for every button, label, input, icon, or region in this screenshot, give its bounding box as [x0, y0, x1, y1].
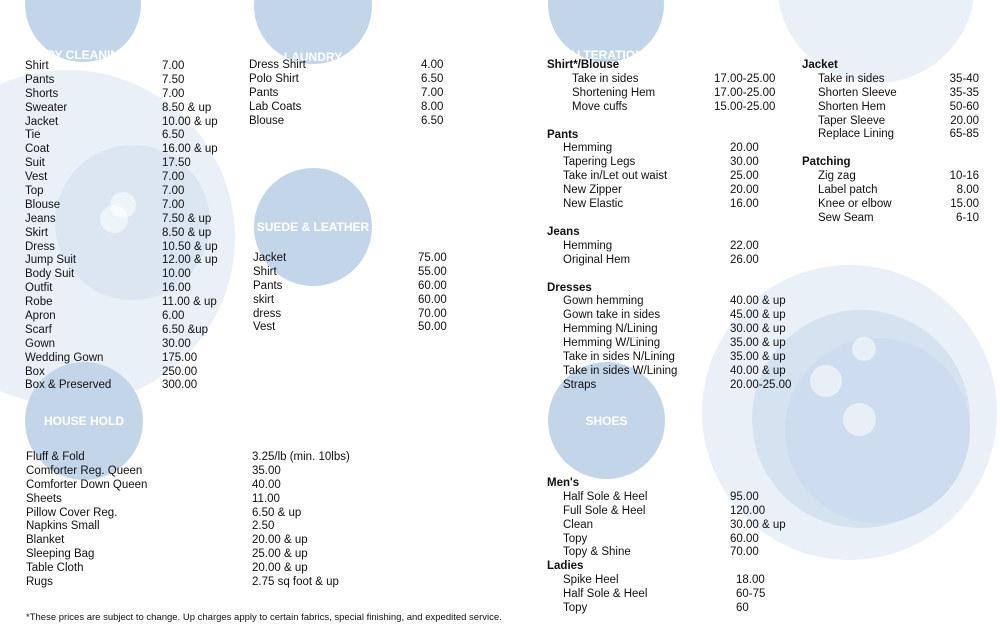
price-row: [25, 241, 225, 255]
item-name: Topy: [563, 602, 588, 615]
price-row: [253, 266, 453, 280]
item-name: Take in sides W/Lining: [563, 364, 678, 377]
price-row: [547, 588, 787, 602]
group-heading-label: Ladies: [547, 560, 584, 573]
item-name: Hemming: [563, 142, 613, 155]
item-price: 7.50 & up: [162, 212, 212, 225]
alteration-jacket-patching-list: [802, 59, 987, 226]
item-name: Knee or elbow: [818, 198, 892, 211]
item-name: Shorts: [25, 87, 59, 100]
price-row: [802, 212, 987, 226]
price-row: [547, 533, 787, 547]
item-name: Robe: [25, 296, 53, 309]
item-name: Spike Heel: [563, 574, 619, 587]
item-price: 60.00: [730, 532, 759, 545]
item-price: 7.00: [162, 171, 185, 184]
item-name: dress: [253, 307, 282, 320]
item-price: 6.50: [162, 129, 185, 142]
item-name: Tie: [25, 129, 41, 142]
price-footnote: *These prices are subject to change. Up charges apply to certain fabrics, special finishing, and expedited service.: [26, 612, 502, 623]
item-name: Vest: [253, 321, 276, 334]
item-price: 8.50 & up: [162, 226, 212, 239]
item-price: 2.50: [252, 520, 275, 533]
item-name: Take in sides: [818, 72, 885, 85]
item-price: 6.50: [421, 72, 444, 85]
item-price: 18.00: [736, 574, 765, 587]
item-name: Pants: [253, 279, 283, 292]
price-row: [802, 198, 987, 212]
item-name: Jump Suit: [25, 254, 77, 267]
item-name: Hemming N/Lining: [563, 323, 658, 336]
item-name: Fluff & Fold: [26, 451, 85, 463]
price-row: [25, 143, 225, 157]
item-name: Coat: [25, 143, 50, 156]
item-price: 40.00: [252, 478, 281, 491]
price-row: [547, 142, 787, 156]
price-row: [547, 505, 787, 519]
price-row: [25, 352, 225, 366]
price-row: [547, 378, 792, 393]
item-price: 15.00: [950, 198, 979, 211]
price-row: [802, 184, 987, 198]
item-name: Half Sole & Heel: [563, 588, 648, 601]
price-row: [253, 321, 453, 335]
item-price: 30.00 & up: [730, 518, 786, 531]
item-price: 75.00: [418, 252, 447, 264]
price-row: [249, 73, 449, 87]
price-row: [802, 128, 987, 142]
price-row: [26, 479, 366, 493]
item-name: Comforter Down Queen: [26, 478, 148, 491]
item-name: Box: [25, 365, 45, 378]
alteration-list: [547, 59, 792, 393]
item-price: 11.00: [252, 492, 280, 505]
item-name: Sheets: [26, 492, 62, 505]
item-price: 35.00: [252, 464, 281, 477]
price-row: [802, 170, 987, 184]
item-name: Top: [25, 185, 44, 198]
item-price: 22.00: [730, 239, 759, 252]
item-price: 10.50 & up: [162, 240, 218, 253]
price-row: [25, 157, 225, 171]
item-name: Zig zag: [818, 170, 856, 183]
item-name: Take in sides: [572, 72, 639, 85]
item-name: Outfit: [25, 282, 53, 295]
item-price: 17.00-25.00: [714, 86, 776, 99]
price-row: [25, 310, 225, 324]
item-price: 25.00: [730, 170, 759, 183]
price-row: [25, 379, 225, 393]
item-price: 12.00 & up: [162, 254, 218, 267]
item-name: Hemming: [563, 239, 613, 252]
item-price: 30.00 & up: [730, 323, 786, 336]
item-name: Sweater: [25, 101, 68, 114]
item-price: 35-35: [949, 86, 979, 99]
household-heading: HOUSE HOLD: [25, 362, 143, 480]
dry-cleaning-heading: DRY CLEANING: [25, 0, 141, 62]
item-name: Suit: [25, 157, 45, 170]
item-price: 50-60: [949, 100, 979, 113]
item-price: 25.00 & up: [252, 548, 308, 561]
item-name: Polo Shirt: [249, 72, 299, 85]
price-row: [547, 240, 787, 254]
price-row: [547, 323, 787, 337]
item-price: 40.00 & up: [730, 364, 786, 377]
item-name: Lab Coats: [249, 100, 302, 113]
suede-leather-heading: SUEDE & LEATHER: [254, 168, 372, 286]
item-price: 20.00 & up: [252, 562, 308, 575]
item-price: 7.00: [421, 86, 444, 99]
group-heading-label: Pants: [547, 128, 579, 141]
price-row: [547, 254, 787, 268]
item-price: 17.50: [162, 157, 191, 170]
item-price: 35.00 & up: [730, 351, 786, 364]
item-price: 20.00-25.00: [730, 378, 792, 391]
item-price: 300.00: [162, 379, 198, 392]
item-name: Sleeping Bag: [26, 548, 95, 561]
price-row: [802, 101, 987, 115]
item-name: Apron: [25, 310, 56, 323]
item-name: Gown hemming: [563, 295, 644, 308]
price-row: [547, 101, 787, 115]
item-name: Topy: [563, 532, 588, 545]
item-price: 16.00 & up: [162, 143, 218, 156]
item-price: 50.00: [418, 321, 447, 334]
item-name: Jeans: [25, 212, 56, 225]
price-row: [547, 170, 787, 184]
item-price: 60.00: [418, 279, 447, 292]
price-row: [249, 87, 449, 101]
item-name: Sew Seam: [818, 211, 874, 224]
price-row: [26, 465, 366, 479]
price-row: [25, 282, 225, 296]
item-price: 20.00: [730, 142, 759, 155]
item-price: 8.50 & up: [162, 101, 212, 114]
item-name: Pants: [25, 73, 55, 86]
item-name: Rugs: [26, 576, 53, 589]
price-row: [547, 365, 787, 379]
item-price: 7.00: [162, 185, 185, 198]
item-price: 15.00-25.00: [714, 100, 776, 113]
item-name: Vest: [25, 171, 48, 184]
item-price: 70.00: [730, 546, 759, 559]
alteration-heading: ALTERATION: [548, 0, 664, 62]
item-price: 40.00 & up: [730, 295, 786, 308]
price-row: [547, 295, 787, 309]
item-name: Shirt: [25, 60, 49, 72]
item-price: 26.00: [730, 253, 759, 266]
price-row: [253, 308, 453, 322]
item-price: 60.00: [418, 293, 447, 306]
item-name: Take in sides N/Lining: [563, 351, 675, 364]
item-name: Dress Shirt: [249, 59, 306, 71]
group-heading: [802, 156, 987, 170]
item-price: 7.50: [162, 73, 185, 86]
group-heading: [547, 59, 787, 73]
price-row: [26, 520, 366, 534]
price-row: [547, 491, 787, 505]
item-price: 30.00: [162, 337, 191, 350]
group-heading: [547, 282, 787, 296]
item-name: Blouse: [25, 198, 61, 211]
item-price: 60: [736, 602, 749, 615]
price-row: [253, 294, 453, 308]
item-price: 7.00: [162, 87, 185, 100]
group-heading-label: Dresses: [547, 281, 592, 294]
item-name: Label patch: [818, 184, 878, 197]
item-name: Hemming W/Lining: [563, 337, 661, 350]
item-price: 45.00 & up: [730, 309, 786, 322]
item-name: Shortening Hem: [572, 86, 656, 99]
price-row: [25, 171, 225, 185]
item-name: Table Cloth: [26, 562, 84, 575]
item-name: skirt: [253, 293, 275, 306]
item-price: 20.00 & up: [252, 534, 308, 547]
group-heading: [547, 226, 787, 240]
item-name: Dress: [25, 240, 56, 253]
price-row: [547, 574, 787, 588]
item-name: Move cuffs: [572, 100, 628, 113]
item-price: 3.25/lb (min. 10lbs): [252, 451, 350, 463]
item-name: Shirt: [253, 265, 277, 278]
price-row: [25, 102, 225, 116]
item-name: New Zipper: [563, 184, 622, 197]
price-row: [253, 252, 453, 266]
item-price: 7.00: [162, 198, 185, 211]
price-row: [802, 115, 987, 129]
price-row: [25, 366, 225, 380]
price-row: [547, 198, 787, 212]
item-name: Pants: [249, 86, 279, 99]
group-heading-label: Jacket: [802, 59, 838, 71]
item-price: 20.00: [950, 114, 979, 127]
price-row: [25, 60, 225, 74]
price-row: [25, 296, 225, 310]
laundry-heading: LAUNDRY: [254, 0, 372, 64]
price-row: [26, 534, 366, 548]
item-price: 16.00: [162, 282, 191, 295]
price-row: [547, 337, 787, 351]
item-name: Straps: [563, 378, 597, 391]
decor-circle: [785, 338, 970, 523]
item-price: 10-16: [949, 170, 979, 183]
item-name: Box & Preserved: [25, 379, 112, 392]
price-row: [25, 324, 225, 338]
group-heading: [547, 129, 787, 143]
price-row: [547, 602, 787, 616]
item-name: Shorten Hem: [818, 100, 886, 113]
item-price: 6.50 & up: [252, 506, 302, 519]
price-row: [25, 338, 225, 352]
item-name: Original Hem: [563, 253, 631, 266]
price-row: [26, 507, 366, 521]
decor-bubble: [810, 365, 842, 397]
price-row: [547, 546, 787, 560]
price-row: [26, 576, 366, 590]
item-price: 17.00-25.00: [714, 72, 776, 85]
item-name: Blanket: [26, 534, 65, 547]
laundry-list: [249, 59, 449, 128]
price-row: [25, 213, 225, 227]
item-name: Pillow Cover Reg.: [26, 506, 118, 519]
price-row: [547, 156, 787, 170]
price-row: [547, 309, 787, 323]
dry-cleaning-list: [25, 60, 225, 393]
item-name: Jacket: [253, 252, 287, 264]
item-name: Replace Lining: [818, 128, 895, 141]
group-heading-label: Men's: [547, 477, 580, 489]
price-row: [547, 73, 787, 87]
price-row: [249, 101, 449, 115]
shoes-heading: SHOES: [548, 362, 665, 479]
group-heading-label: Jeans: [547, 225, 580, 238]
item-name: Tapering Legs: [563, 156, 636, 169]
price-row: [25, 185, 225, 199]
item-name: Half Sole & Heel: [563, 490, 648, 503]
item-price: 16.00: [730, 198, 759, 211]
item-name: Gown take in sides: [563, 309, 661, 322]
price-row: [26, 493, 366, 507]
item-name: Topy & Shine: [563, 546, 631, 559]
item-price: 6.50 &up: [162, 323, 209, 336]
item-name: Napkins Small: [26, 520, 100, 533]
price-row: [249, 115, 449, 129]
item-name: Jacket: [25, 115, 59, 128]
item-price: 95.00: [730, 490, 759, 503]
item-price: 35.00 & up: [730, 337, 786, 350]
item-name: Taper Sleeve: [818, 114, 886, 127]
price-row: [25, 88, 225, 102]
item-price: 8.00: [421, 100, 444, 113]
item-name: Shorten Sleeve: [818, 86, 897, 99]
group-heading: [802, 59, 987, 73]
item-price: 8.00: [956, 184, 979, 197]
item-price: 35-40: [949, 72, 979, 85]
item-price: 6-10: [955, 211, 979, 224]
group-heading: [547, 560, 787, 574]
item-name: Body Suit: [25, 268, 75, 281]
item-price: 30.00: [730, 156, 759, 169]
decor-bubble: [852, 337, 876, 361]
household-list: [26, 451, 366, 590]
decor-bubble: [843, 403, 876, 436]
item-name: New Elastic: [563, 198, 624, 211]
shoes-list: [547, 477, 787, 616]
item-price: 6.00: [162, 310, 185, 323]
item-price: 10.00 & up: [162, 115, 218, 128]
price-row: [25, 268, 225, 282]
item-price: 70.00: [418, 307, 447, 320]
price-row: [547, 351, 787, 365]
item-price: 4.00: [421, 59, 444, 71]
group-heading: [547, 477, 787, 491]
price-row: [26, 548, 366, 562]
item-price: 6.50: [421, 114, 444, 127]
item-name: Skirt: [25, 226, 48, 239]
item-price: 250.00: [162, 365, 198, 378]
group-heading-label: Patching: [802, 156, 851, 169]
price-row: [802, 87, 987, 101]
price-row: [26, 451, 366, 465]
price-row: [25, 129, 225, 143]
price-row: [802, 73, 987, 87]
item-price: 11.00 & up: [162, 296, 217, 309]
price-row: [547, 519, 787, 533]
price-row: [25, 199, 225, 213]
item-name: Comforter Reg. Queen: [26, 464, 143, 477]
price-row: [25, 116, 225, 130]
price-row: [547, 184, 787, 198]
item-name: Clean: [563, 518, 594, 531]
price-row: [25, 254, 225, 268]
group-heading-label: Shirt*/Blouse: [547, 59, 620, 71]
item-price: 10.00: [162, 268, 191, 281]
item-price: 2.75 sq foot & up: [252, 576, 339, 589]
item-price: 65-85: [949, 128, 979, 141]
price-row: [253, 280, 453, 294]
item-name: Full Sole & Heel: [563, 504, 646, 517]
item-name: Take in/Let out waist: [563, 170, 668, 183]
price-row: [25, 74, 225, 88]
price-row: [249, 59, 449, 73]
item-price: 55.00: [418, 265, 447, 278]
item-price: 175.00: [162, 351, 198, 364]
item-name: Scarf: [25, 323, 52, 336]
item-price: 120.00: [730, 504, 766, 517]
suede-leather-list: [253, 252, 453, 335]
price-row: [26, 562, 366, 576]
price-row: [547, 87, 787, 101]
item-name: Blouse: [249, 114, 285, 127]
item-price: 20.00: [730, 184, 759, 197]
item-name: Wedding Gown: [25, 351, 104, 364]
item-price: 60-75: [736, 588, 766, 601]
price-row: [25, 227, 225, 241]
item-price: 7.00: [162, 60, 185, 72]
item-name: Gown: [25, 337, 56, 350]
